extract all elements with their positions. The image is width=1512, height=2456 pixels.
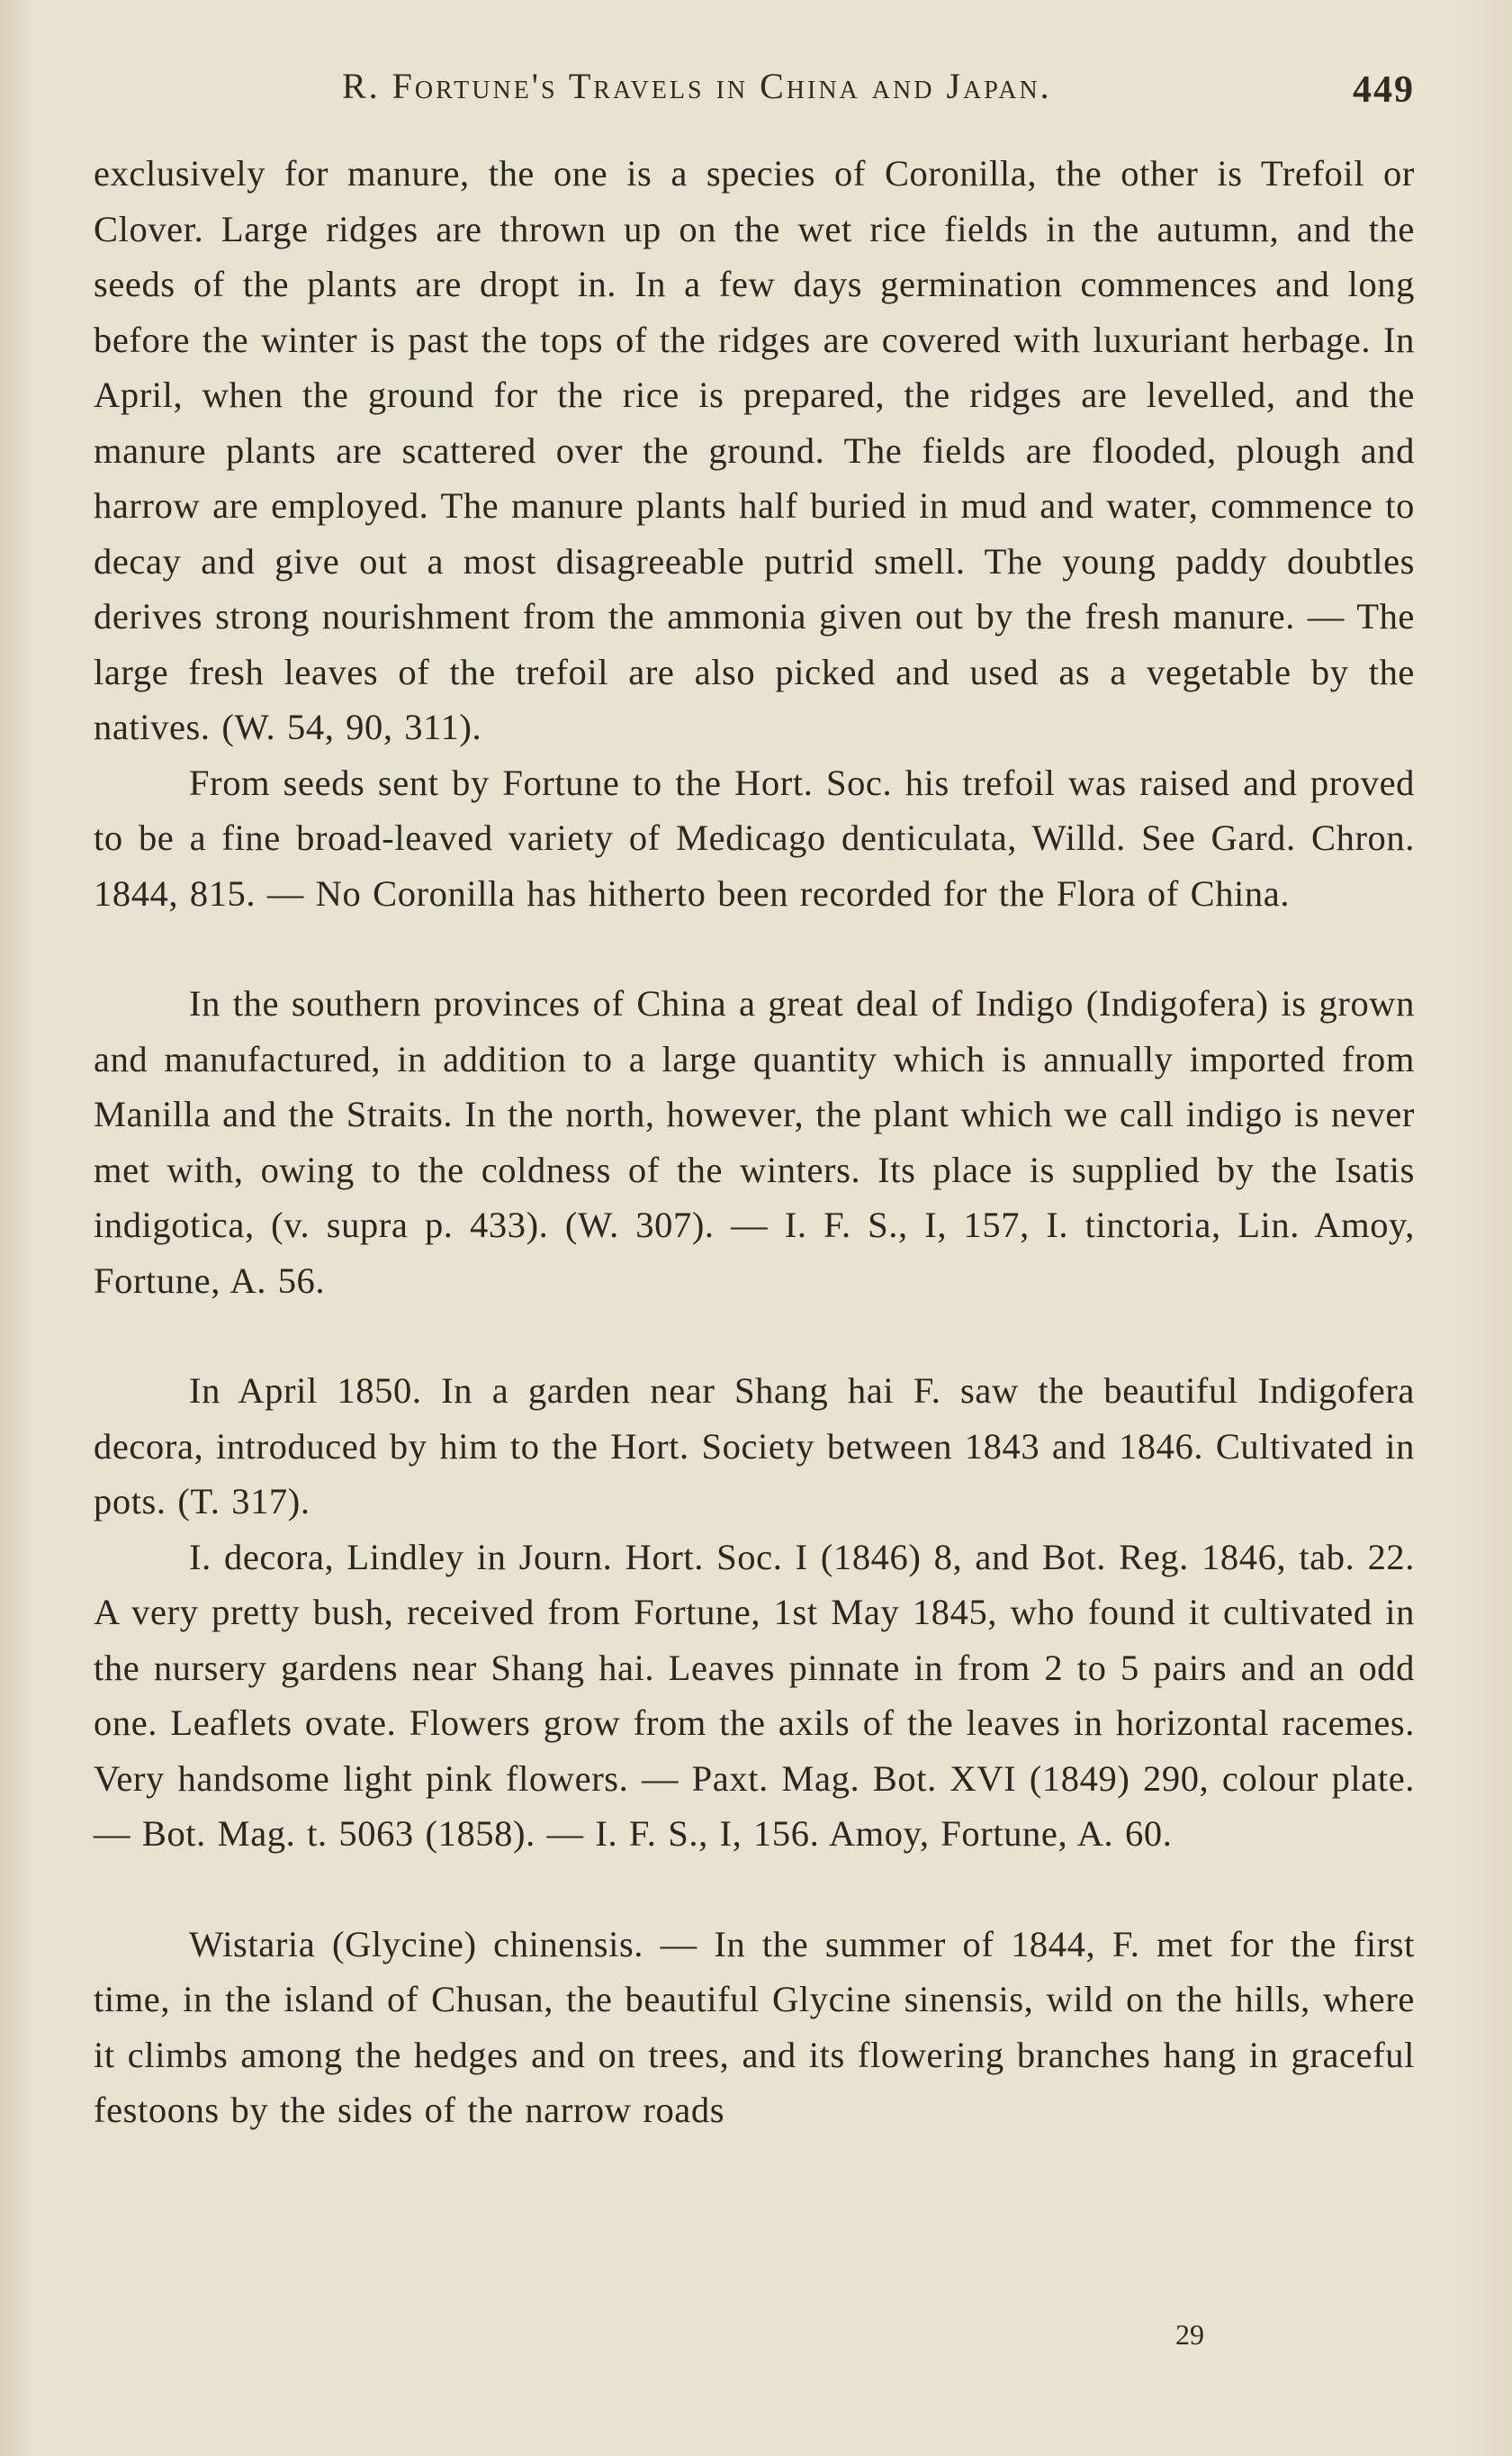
signature-mark: 29 <box>1175 2318 1204 2351</box>
page-header <box>94 65 1415 128</box>
page-number: 449 <box>1353 69 1415 111</box>
paragraph-indigo: In the southern provinces of China a great deal of Indigo (Indigofera) is grown and manufactured, in addition to a large quantity which is annually imported from Manilla and the Straits. In the north, however, the plant which we call indigo is never met with, owing to the coldness of the winters. Its place is supplied by the Isatis indigotica, (v. supra p. 433). (W. 307). — I. F. S., I, 157, I. tinctoria, Lin. Amoy, Fortune, A. 56. <box>94 983 1415 1301</box>
running-title: R. Fortune's Travels in China and Japan. <box>342 66 1052 106</box>
paragraph-manure-plants: exclusively for manure, the one is a species of Coronilla, the other is Trefoil or Clover. Large ridges are thrown up on the wet rice fields in the autumn, and the seeds of the plants are dropt in. In a few days germination commences and long before the winter is past the tops of the ridges are covered with luxuriant herbage. In April, when the ground for the rice is prepared, the ridges are levelled, and the manure plants are scattered over the ground. The fields are flooded, plough and harrow are employed. The manure plants half buried in mud and water, commence to decay and give out a most disagreeable putrid smell. The young paddy doubtles derives strong nourishment from the ammonia given out by the fresh manure. — The large fresh leaves of the trefoil are also picked and used as a vegetable by the natives. (W. 54, 90, 311). <box>94 153 1415 747</box>
page-body <box>94 146 1415 2138</box>
paragraph-trefoil-note: From seeds sent by Fortune to the Hort. Soc. his trefoil was raised and proved to be a fine broad-leaved variety of Medicago denticulata, Willd. See Gard. Chron. 1844, 815. — No Coronilla has hitherto been recorded for the Flora of China. <box>94 762 1415 914</box>
paragraph-wistaria: Wistaria (Glycine) chinensis. — In the summer of 1844, F. met for the first time, in the island of Chusan, the beautiful Glycine sinensis, wild on the hills, where it climbs among the hedges and on trees, and its flowering branches hang in graceful festoons by the sides of the narrow roads <box>94 1923 1415 2130</box>
paragraph-indigofera-decora: In April 1850. In a garden near Shang hai F. saw the beautiful Indigofera decora, introduced by him to the Hort. Society between 1843 and 1846. Cultivated in pots. (T. 317). <box>94 1370 1415 1521</box>
paragraph-i-decora-note: I. decora, Lindley in Journ. Hort. Soc. I (1846) 8, and Bot. Reg. 1846, tab. 22. A very pretty bush, received from Fortune, 1st May 1845, who found it cultivated in the nursery gardens near Shang hai. Leaves pinnate in from 2 to 5 pairs and an odd one. Leaflets ovate. Flowers grow from the axils of the leaves in horizontal racemes. Very handsome light pink flowers. — Paxt. Mag. Bot. XVI (1849) 290, colour plate. — Bot. Mag. t. 5063 (1858). — I. F. S., I, 156. Amoy, Fortune, A. 60. <box>94 1536 1415 1854</box>
